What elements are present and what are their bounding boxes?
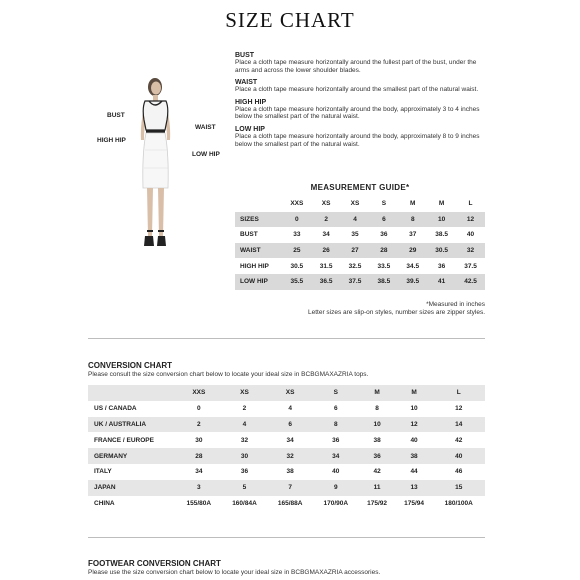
definition-text: Place a cloth tape measure horizontally around the fullest part of the bust, under the arms and across the lower shoulder blades. xyxy=(235,59,477,74)
measurement-notes xyxy=(308,301,485,317)
table-cell: 34.5 xyxy=(406,262,420,270)
table-cell: 175/92 xyxy=(367,499,388,507)
table-cell: 4 xyxy=(242,420,247,428)
table-cell: 30 xyxy=(195,436,203,444)
table-row xyxy=(88,448,485,464)
table-cell: 10 xyxy=(410,405,418,413)
table-cell: 6 xyxy=(288,420,292,428)
model-illustration xyxy=(85,78,235,268)
page-title: SIZE CHART xyxy=(225,8,355,32)
model-figure xyxy=(85,78,235,268)
table-cell: 26 xyxy=(322,247,330,255)
table-cell: 32 xyxy=(466,247,475,255)
table-cell: 12 xyxy=(466,215,475,223)
table-cell: 46 xyxy=(455,468,463,476)
table-row xyxy=(88,480,485,496)
table-cell: 44 xyxy=(410,468,418,476)
table-cell: 12 xyxy=(410,420,418,428)
measurement-guide-table xyxy=(235,196,485,290)
table-cell: 34 xyxy=(332,452,340,460)
table-cell: 38 xyxy=(410,452,418,460)
row-label: UK / AUSTRALIA xyxy=(94,420,147,428)
row-label: JAPAN xyxy=(94,484,116,492)
column-header: M xyxy=(411,389,417,397)
table-row xyxy=(88,401,485,417)
row-label: LOW HIP xyxy=(240,278,268,286)
table-cell: 37.5 xyxy=(348,278,362,286)
row-label: WAIST xyxy=(240,247,261,255)
definition-heading: LOW HIP xyxy=(235,125,265,133)
table-cell: 32.5 xyxy=(348,262,362,270)
table-cell: 27 xyxy=(351,247,359,255)
definition-heading: HIGH HIP xyxy=(235,98,267,106)
column-header: XXS xyxy=(290,200,304,208)
table-cell: 40 xyxy=(455,452,463,460)
table-cell: 8 xyxy=(410,215,415,223)
definition-high-hip xyxy=(235,99,485,121)
table-cell: 41 xyxy=(438,278,446,286)
definition-text: Place a cloth tape measure horizontally around the smallest part of the natural waist. xyxy=(235,86,479,94)
table-corner-cell xyxy=(235,196,282,212)
table-cell: 38 xyxy=(286,468,294,476)
row-label: ITALY xyxy=(94,468,112,476)
table-cell: 6 xyxy=(333,405,338,413)
table-cell: 38 xyxy=(373,436,381,444)
table-cell: 42 xyxy=(455,436,463,444)
definition-bust xyxy=(235,52,485,74)
section-divider xyxy=(88,537,485,538)
table-cell: 42 xyxy=(373,468,381,476)
table-row xyxy=(235,243,485,259)
table-cell: 40 xyxy=(410,436,418,444)
table-cell: 33.5 xyxy=(377,262,391,270)
figure-label-low-hip: LOW HIP xyxy=(192,151,220,158)
table-cell: 38.5 xyxy=(435,231,448,239)
table-cell: 6 xyxy=(382,215,386,223)
table-cell: 10 xyxy=(438,215,446,223)
figure-label-waist: WAIST xyxy=(195,124,216,131)
table-cell: 10 xyxy=(373,420,381,428)
table-cell: 34 xyxy=(322,231,330,239)
figure-label-high-hip: HIGH HIP xyxy=(97,137,126,144)
table-cell: 28 xyxy=(380,247,388,255)
table-cell: 2 xyxy=(197,420,201,428)
conversion-chart-table xyxy=(88,385,485,511)
column-header: XS xyxy=(285,389,295,397)
table-cell: 2 xyxy=(324,215,328,223)
table-cell: 28 xyxy=(195,452,203,460)
table-cell: 29 xyxy=(409,247,417,255)
note-size-styles: Letter sizes are slip-on styles, number sizes are zipper styles. xyxy=(307,309,485,316)
row-label: CHINA xyxy=(94,499,115,507)
footwear-chart-subtitle: Please use the size conversion chart below to locate your ideal size in BCBGMAXAZRIA accessories. xyxy=(88,569,381,576)
table-cell: 40 xyxy=(332,468,340,476)
row-label: FRANCE / EUROPE xyxy=(94,436,154,444)
conversion-chart-title: CONVERSION CHART xyxy=(88,361,173,370)
figure-label-bust: BUST xyxy=(107,112,125,119)
column-header: XXS xyxy=(192,389,206,397)
column-header: L xyxy=(456,389,461,397)
table-cell: 34 xyxy=(286,436,294,444)
table-row xyxy=(235,227,485,243)
table-cell: 0 xyxy=(295,215,299,223)
definition-text: Place a cloth tape measure horizontally around the body, approximately 3 to 4 inches below the smallest part of the natural waist. xyxy=(235,105,480,121)
table-cell: 7 xyxy=(288,484,292,492)
table-cell: 34 xyxy=(195,468,203,476)
table-cell: 4 xyxy=(288,405,292,413)
table-row xyxy=(235,258,485,274)
table-cell: 170/90A xyxy=(323,499,349,507)
table-cell: 40 xyxy=(466,231,475,239)
footwear-chart-title: FOOTWEAR CONVERSION CHART xyxy=(88,559,221,568)
table-cell: 13 xyxy=(410,484,418,492)
table-cell: 5 xyxy=(242,484,247,492)
definition-text: Place a cloth tape measure horizontally around the body, approximately 8 to 9 inches below the smallest part of the natural waist. xyxy=(235,132,480,148)
table-cell: 32 xyxy=(240,436,249,444)
table-cell: 12 xyxy=(455,405,463,413)
column-header: XS xyxy=(350,200,360,208)
column-header: M xyxy=(438,200,445,208)
table-cell: 14 xyxy=(455,420,463,428)
table-cell: 8 xyxy=(333,420,338,428)
definition-waist xyxy=(235,79,485,94)
table-cell: 38.5 xyxy=(377,278,391,286)
table-cell: 36 xyxy=(380,231,388,239)
table-cell: 37 xyxy=(409,231,417,239)
table-cell: 35 xyxy=(351,231,359,239)
table-cell: 31.5 xyxy=(319,262,333,270)
table-row xyxy=(88,496,485,512)
table-cell: 9 xyxy=(333,484,338,492)
table-cell: 35.5 xyxy=(290,278,304,286)
table-cell: 30.5 xyxy=(290,262,304,270)
table-cell: 25 xyxy=(293,247,301,255)
table-corner-cell xyxy=(88,385,176,401)
column-header: S xyxy=(381,200,387,208)
column-header: S xyxy=(333,389,338,397)
table-cell: 175/94 xyxy=(404,499,424,507)
table-cell: 36 xyxy=(438,262,446,270)
table-cell: 36 xyxy=(240,468,249,476)
table-row xyxy=(88,464,485,480)
table-cell: 155/80A xyxy=(186,499,212,507)
table-cell: 30.5 xyxy=(435,247,448,255)
column-header: L xyxy=(468,200,473,208)
row-label: US / CANADA xyxy=(94,405,137,413)
column-header: M xyxy=(410,200,416,208)
note-measured-in-inches: *Measured in inches xyxy=(426,301,485,308)
table-cell: 36 xyxy=(332,436,340,444)
table-row xyxy=(235,274,485,290)
table-cell: 37.5 xyxy=(464,262,477,270)
table-cell: 0 xyxy=(197,405,201,413)
column-header: M xyxy=(374,389,380,397)
column-header: XS xyxy=(321,200,331,208)
measurement-guide-title: MEASUREMENT GUIDE* xyxy=(310,183,410,192)
table-cell: 160/84A xyxy=(232,499,257,507)
table-cell: 2 xyxy=(242,405,247,413)
table-cell: 32 xyxy=(286,452,294,460)
table-cell: 180/100A xyxy=(444,499,473,507)
measurement-definitions xyxy=(235,52,485,153)
table-cell: 8 xyxy=(375,405,379,413)
row-label: SIZES xyxy=(240,215,259,223)
table-cell: 42.5 xyxy=(464,278,477,286)
row-label: BUST xyxy=(240,231,258,239)
table-cell: 3 xyxy=(197,484,201,492)
conversion-chart-subtitle: Please consult the size conversion chart below to locate your ideal size in BCBGMAXAZRIA tops. xyxy=(88,371,369,378)
table-header-row xyxy=(235,196,485,212)
table-cell: 39.5 xyxy=(406,278,420,286)
column-header: XS xyxy=(240,389,249,397)
table-cell: 33 xyxy=(293,231,301,239)
table-row xyxy=(88,432,485,448)
table-cell: 15 xyxy=(455,484,463,492)
table-cell: 30 xyxy=(240,452,249,460)
section-divider xyxy=(88,338,485,339)
table-cell: 36.5 xyxy=(319,278,333,286)
definition-low-hip xyxy=(235,126,485,148)
table-cell: 36 xyxy=(373,452,381,460)
row-label: HIGH HIP xyxy=(240,262,269,270)
table-row xyxy=(88,417,485,433)
table-row xyxy=(235,212,485,228)
definition-heading: WAIST xyxy=(235,79,258,87)
table-cell: 165/88A xyxy=(277,499,303,507)
table-cell: 11 xyxy=(373,484,381,492)
row-label: GERMANY xyxy=(94,452,128,460)
table-cell: 4 xyxy=(353,215,357,223)
definition-heading: BUST xyxy=(235,52,255,59)
table-header-row xyxy=(88,385,485,401)
